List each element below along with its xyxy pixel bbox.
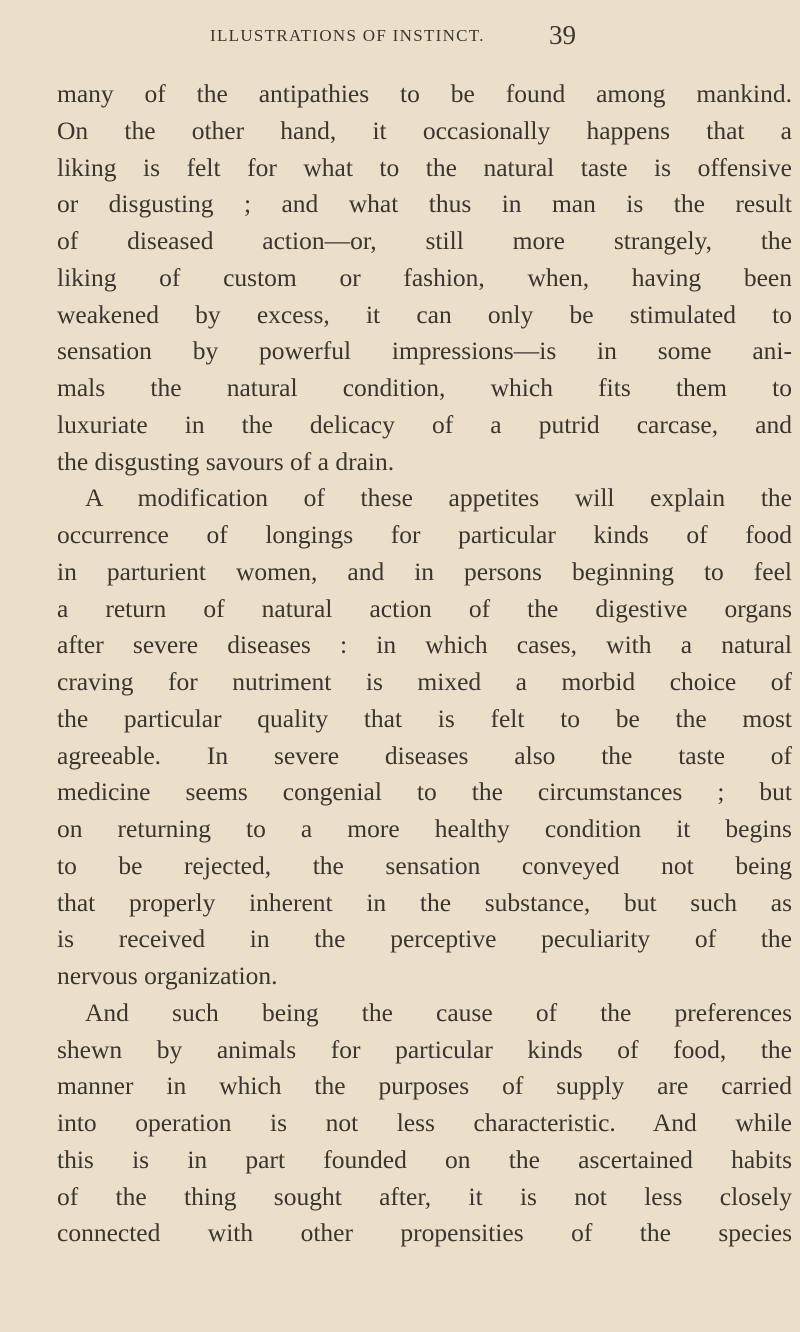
text-line: the disgusting savours of a drain. (57, 446, 395, 476)
text-line: a return of natural action of the digestive organs (57, 593, 792, 623)
body-text (57, 76, 792, 1252)
running-header (0, 20, 800, 50)
text-line: of diseased action—or, still more strangely, the (57, 226, 792, 255)
text-line: shewn by animals for particular kinds of food, the (57, 1034, 792, 1064)
text-line: On the other hand, it occasionally happens that a (57, 115, 792, 145)
text-line: or disgusting ; and what thus in man is the result (57, 189, 792, 219)
text-line: connected with other propensities of the species (57, 1218, 792, 1248)
text-line: sensation by powerful impressions—is in some ani- (57, 336, 792, 366)
text-line: liking of custom or fashion, when, having been (57, 262, 792, 292)
text-line: of the thing sought after, it is not less closely (57, 1181, 792, 1211)
text-line: in parturient women, and in persons beginning to feel (57, 556, 792, 586)
text-line: liking is felt for what to the natural taste is offensive (57, 152, 792, 182)
text-line: into operation is not less characteristic. And while (57, 1108, 792, 1137)
running-title: ILLUSTRATIONS OF INSTINCT. (210, 26, 485, 45)
text-line: nervous organization. (57, 961, 278, 990)
page-number: 39 (549, 20, 576, 50)
text-line: manner in which the purposes of supply are carried (57, 1071, 792, 1101)
text-line: agreeable. In severe diseases also the taste of (57, 740, 792, 770)
text-line: that properly inherent in the substance, but such as (57, 887, 792, 917)
text-line: this is in part founded on the ascertained habits (57, 1144, 792, 1174)
text-line: the particular quality that is felt to be the most (57, 703, 792, 733)
text-line: many of the antipathies to be found among mankind. (57, 79, 792, 108)
text-line: weakened by excess, it can only be stimulated to (57, 299, 792, 329)
text-line: A modification of these appetites will explain the (85, 483, 792, 513)
text-line: And such being the cause of the preferences (85, 997, 792, 1027)
text-line: on returning to a more healthy condition it begins (57, 814, 792, 843)
text-line: is received in the perceptive peculiarity of the (57, 924, 792, 954)
text-line: craving for nutriment is mixed a morbid choice of (57, 667, 792, 696)
text-line: medicine seems congenial to the circumstances ; but (57, 777, 792, 807)
text-line: after severe diseases : in which cases, with a natural (57, 630, 792, 660)
text-line: to be rejected, the sensation conveyed not being (57, 850, 792, 880)
text-line: occurrence of longings for particular kinds of food (57, 520, 792, 549)
text-line: luxuriate in the delicacy of a putrid carcase, and (57, 409, 792, 439)
text-line: mals the natural condition, which fits them to (57, 373, 792, 402)
